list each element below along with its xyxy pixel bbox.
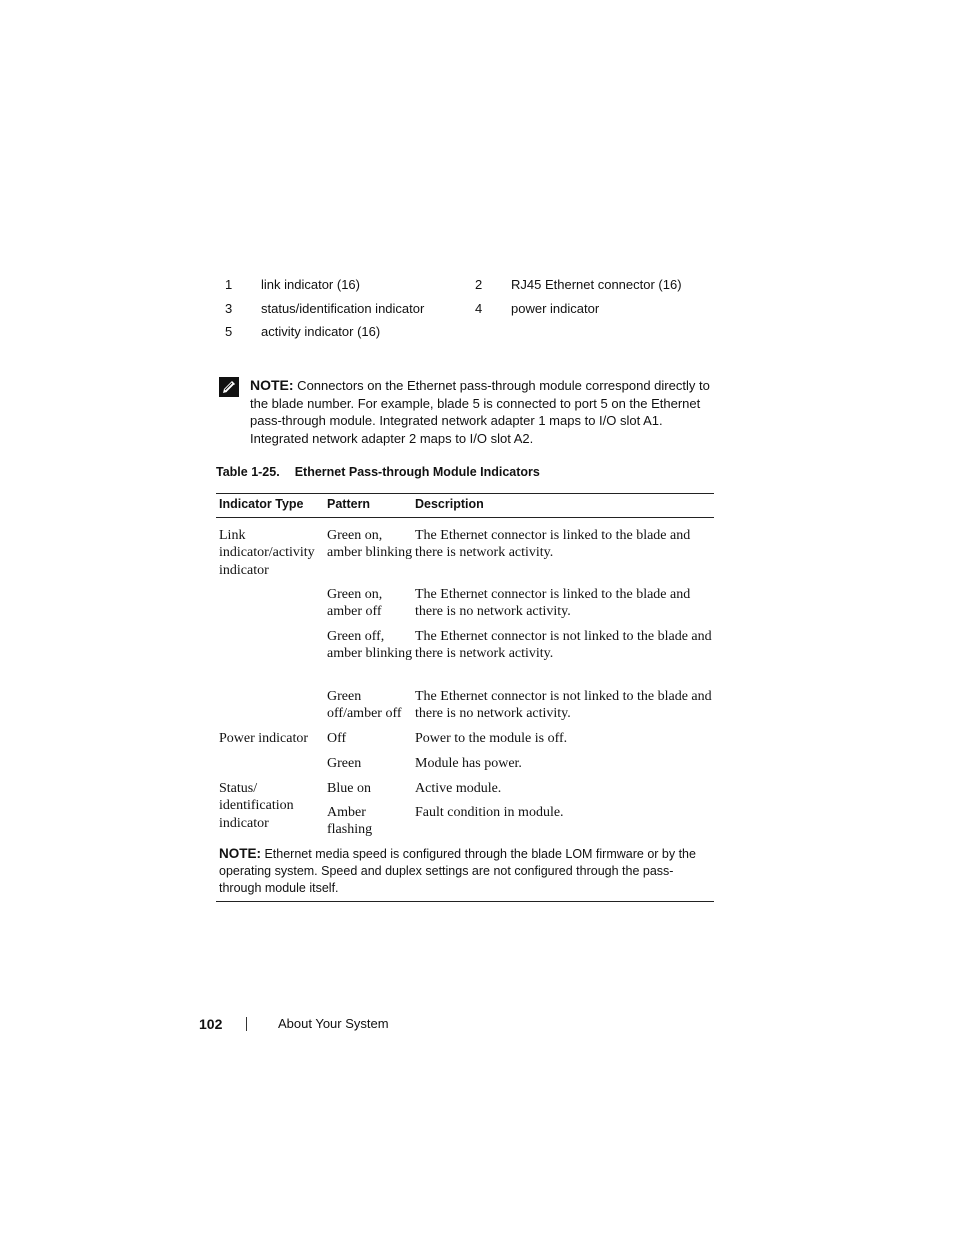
cell-pattern: Green on, amber off xyxy=(327,587,383,620)
callout-number: 5 xyxy=(225,324,233,339)
cell-description: The Ethernet connector is not linked to the blade and there is no network activity. xyxy=(415,689,712,722)
table-bottom-rule xyxy=(216,901,714,902)
header-pattern: Pattern xyxy=(327,497,371,511)
callout-label: activity indicator (16) xyxy=(261,324,381,339)
cell-description: Active module. xyxy=(415,781,502,796)
cell-pattern: Blue on xyxy=(327,781,371,796)
cell-pattern: Green off, amber blinking xyxy=(327,629,413,662)
callout-legend xyxy=(220,277,720,348)
footer-separator xyxy=(246,1017,247,1031)
footer-section-title: About Your System xyxy=(278,1016,389,1031)
note-text xyxy=(250,377,720,447)
cell-description: The Ethernet connector is not linked to the blade and there is network activity. xyxy=(415,629,712,662)
table-title: Ethernet Pass-through Module Indicators xyxy=(294,465,540,479)
cell-pattern: Green xyxy=(327,756,362,771)
callout-label: RJ45 Ethernet connector (16) xyxy=(511,277,682,292)
table-row xyxy=(216,755,714,780)
header-description: Description xyxy=(415,497,484,511)
table-row xyxy=(216,688,714,730)
callout-label: status/identification indicator xyxy=(261,300,425,316)
callout-label: power indicator xyxy=(511,300,600,316)
callout-number: 1 xyxy=(225,277,233,292)
cell-indicator-type: Link indicator/activity indicator xyxy=(219,528,315,578)
cell-description: Power to the module is off. xyxy=(415,731,568,746)
note-pencil-icon xyxy=(219,377,239,397)
table-note-label: NOTE: xyxy=(219,846,261,861)
cell-indicator-type: Power indicator xyxy=(219,731,309,746)
cell-description: The Ethernet connector is linked to the blade and there is network activity. xyxy=(415,528,691,561)
cell-description: Module has power. xyxy=(415,756,522,771)
cell-pattern: Green off/amber off xyxy=(327,689,402,722)
cell-description: Fault condition in module. xyxy=(415,805,564,820)
cell-pattern: Green on, amber blinking xyxy=(327,528,413,561)
table-caption xyxy=(216,465,540,479)
table-row xyxy=(216,730,714,755)
callout-row xyxy=(220,301,720,325)
table-row xyxy=(216,586,714,628)
table-note xyxy=(216,845,712,901)
cell-pattern: Amber flashing xyxy=(327,805,373,838)
table-row xyxy=(216,804,714,845)
indicator-table xyxy=(216,493,714,902)
table-number: Table 1-25. xyxy=(216,465,280,479)
callout-label: link indicator (16) xyxy=(261,277,360,292)
header-indicator-type: Indicator Type xyxy=(219,497,304,511)
table-row xyxy=(216,628,714,688)
table-header xyxy=(216,494,714,517)
table-note-body: Ethernet media speed is configured through the blade LOM firmware or by the operating system. Speed and duplex settings are not configured through the pass-through module itself. xyxy=(219,847,696,895)
note-label: NOTE: xyxy=(250,377,294,393)
table-body xyxy=(216,518,714,845)
cell-description: The Ethernet connector is linked to the blade and there is no network activity. xyxy=(415,587,691,620)
table-row xyxy=(216,527,714,586)
callout-row xyxy=(220,324,720,348)
cell-pattern: Off xyxy=(327,731,347,746)
callout-row xyxy=(220,277,720,301)
callout-number: 2 xyxy=(475,277,483,292)
callout-number: 3 xyxy=(225,300,233,316)
note-body: Connectors on the Ethernet pass-through module correspond directly to the blade number. For example, blade 5 is connected to port 5 on the Ethernet pass-through module. Integrated network adapter 1 maps to I/O slot A1. Integrated network adapter 2 maps to I/O slot A2. xyxy=(250,378,710,446)
page-number: 102 xyxy=(199,1016,223,1032)
cell-indicator-type: Status/ identification indicator xyxy=(219,781,294,831)
callout-number: 4 xyxy=(475,300,483,316)
